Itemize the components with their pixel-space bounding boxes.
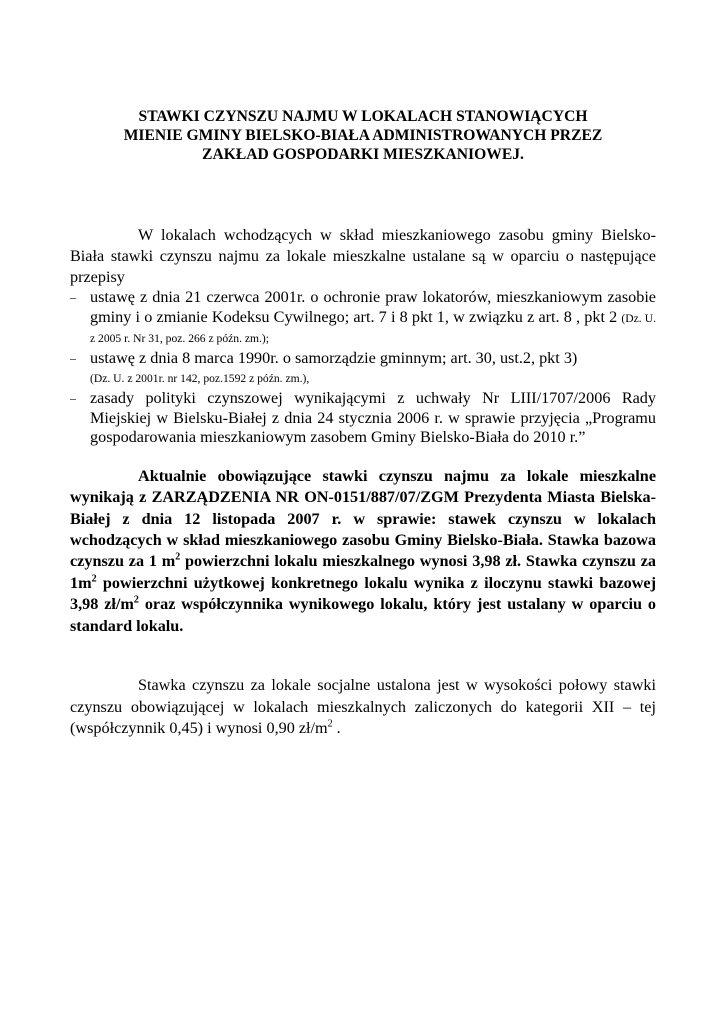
dash-bullet-icon: –: [70, 390, 76, 405]
title-line-2: MIENIE GMINY BIELSKO-BIAŁA ADMINISTROWANYCH PRZEZ: [123, 127, 603, 144]
list-item: [70, 389, 656, 448]
regulations-list: [70, 288, 656, 448]
title-line-1: STAWKI CZYNSZU NAJMU W LOKALACH STANOWIĄCYCH: [138, 108, 588, 125]
title-line-3: ZAKŁAD GOSPODARKI MIESZKANIOWEJ.: [202, 146, 524, 163]
document-title: [70, 107, 656, 164]
rates-text-3: powierzchni użytkowej konkretnego lokalu wynika z iloczynu stawki bazowej 3,98 zł/m: [70, 573, 656, 614]
dash-bullet-icon: –: [70, 350, 76, 365]
document-page: [70, 107, 656, 740]
social-housing-paragraph: [70, 675, 656, 740]
list-item-text: ustawę z dnia 21 czerwca 2001r. o ochronie praw lokatorów, mieszkaniowym zasobie gminy i o zmianie Kodeksu Cywilnego; art. 7 i 8 pkt 1, w związku z art. 8 , pkt 2: [90, 288, 656, 326]
rates-text-1: Aktualnie obowiązujące stawki czynszu najmu za lokale mieszkalne wynikają z ZARZĄDZENIA NR ON-0151/887/07/ZGM Prezydenta Miasta Bielska-Białej z dnia 12 listopada 2007 r. w sprawie: stawek czynszu w lokalach wchodzących w skład mieszkaniowego zasobu Gminy Bielsko-Biała. Stawka bazowa czynszu za 1 m: [70, 466, 656, 571]
social-text-1: Stawka czynszu za lokale socjalne ustalona jest w wysokości połowy stawki czynszu obowiązującej w lokalach mieszkalnych zaliczonych do kategorii XII – tej (współczynnik 0,45) i wynosi 0,90 zł/m: [70, 676, 656, 738]
list-item: [70, 349, 656, 389]
current-rates-paragraph: [70, 466, 656, 637]
superscript: 2: [175, 551, 181, 563]
list-item-citation: (Dz. U. z 2001r. nr 142, poz.1592 z późn. zm.),: [90, 372, 310, 386]
rates-text-4: oraz współczynnika wynikowego lokalu, który jest ustalany w oparciu o standard lokalu.: [70, 595, 657, 635]
superscript: 2: [327, 718, 333, 730]
dash-bullet-icon: –: [70, 290, 76, 304]
rates-text-2: powierzchni lokalu mieszkalnego wynosi 3,98 zł. Stawka czynszu za 1m: [70, 552, 656, 592]
superscript: 2: [133, 594, 139, 606]
list-item-citation: (Dz. U. z 2005 r. Nr 31, poz. 266 z późn. zm.);: [90, 311, 656, 346]
list-item-text: zasady polityki czynszowej wynikającymi z uchwały Nr LIII/1707/2006 Rady Miejskiej w Bielsku-Białej z dnia 24 stycznia 2006 r. w sprawie przyjęcia „Programu gospodarowania mieszkaniowym zasobem Gminy Bielsko-Biała do 2010 r.”: [90, 388, 656, 447]
list-item-text: ustawę z dnia 8 marca 1990r. o samorządzie gminnym; art. 30, ust.2, pkt 3): [90, 348, 578, 367]
intro-paragraph: W lokalach wchodzących w skład mieszkaniowego zasobu gminy Bielsko-Biała stawki czynszu najmu za lokale mieszkalne ustalane są w oparciu o następujące przepisy: [70, 226, 656, 286]
social-text-2: .: [332, 719, 341, 738]
superscript: 2: [91, 573, 97, 585]
list-item: [70, 288, 656, 349]
